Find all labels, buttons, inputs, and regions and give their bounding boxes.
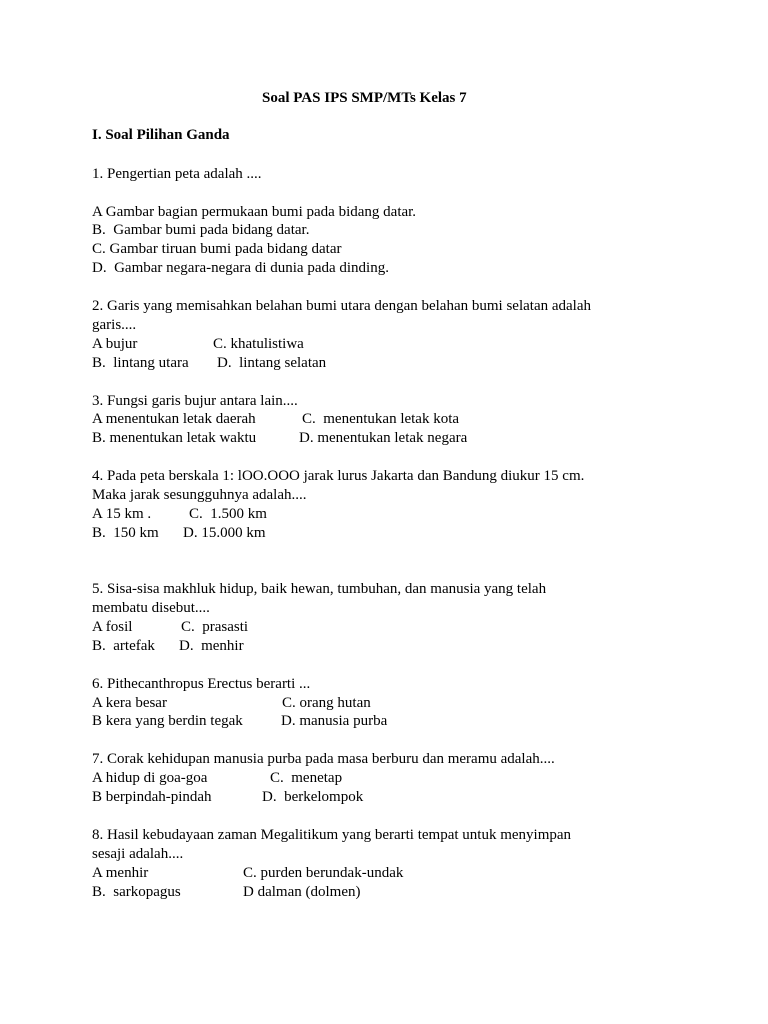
option-a: A hidup di goa-goa (92, 770, 208, 786)
question-stem: 1. Pengertian peta adalah .... (92, 166, 262, 182)
option-a: A 15 km . (92, 506, 152, 522)
question-stem-continued: Maka jarak sesungguhnya adalah.... (92, 487, 307, 503)
option-a: A menentukan letak daerah (92, 411, 256, 427)
option-d: D. lintang selatan (217, 355, 327, 371)
question-stem-continued: membatu disebut.... (92, 600, 210, 616)
option-d: D. menentukan letak negara (299, 430, 468, 446)
question-stem: 3. Fungsi garis bujur antara lain.... (92, 393, 298, 409)
question-stem: 6. Pithecanthropus Erectus berarti ... (92, 676, 311, 692)
option-d: D. berkelompok (262, 789, 364, 805)
question-stem: 4. Pada peta berskala 1: lOO.OOO jarak lurus Jakarta dan Bandung diukur 15 cm. (92, 468, 585, 484)
option-a: A fosil (92, 619, 133, 635)
option-d: D. 15.000 km (183, 525, 266, 541)
option-b: B. sarkopagus (92, 884, 181, 900)
option-a: A menhir (92, 865, 149, 881)
option-a: A bujur (92, 336, 138, 352)
option-a: A Gambar bagian permukaan bumi pada bidang datar. (92, 204, 417, 220)
option-b: B kera yang berdin tegak (92, 713, 243, 729)
option-c: C. menetap (270, 770, 343, 786)
question-stem: 8. Hasil kebudayaan zaman Megalitikum yang berarti tempat untuk menyimpan (92, 827, 572, 843)
option-b: B berpindah-pindah (92, 789, 212, 805)
question-stem: 2. Garis yang memisahkan belahan bumi utara dengan belahan bumi selatan adalah (92, 298, 591, 314)
option-b: B. Gambar bumi pada bidang datar. (92, 222, 310, 238)
option-b: B. 150 km (92, 525, 159, 541)
option-c: C. purden berundak-undak (243, 865, 404, 881)
document-title: Soal PAS IPS SMP/MTs Kelas 7 (262, 90, 467, 106)
option-b: B. artefak (92, 638, 155, 654)
option-c: C. prasasti (181, 619, 249, 635)
option-d: D. menhir (179, 638, 244, 654)
option-a: A kera besar (92, 695, 167, 711)
option-d: D dalman (dolmen) (243, 884, 361, 900)
option-c: C. orang hutan (282, 695, 371, 711)
option-c: C. khatulistiwa (213, 336, 304, 352)
question-stem: 5. Sisa-sisa makhluk hidup, baik hewan, tumbuhan, dan manusia yang telah (92, 581, 547, 597)
question-stem-continued: sesaji adalah.... (92, 846, 184, 862)
option-d: D. Gambar negara-negara di dunia pada dinding. (92, 260, 389, 276)
option-c: C. menentukan letak kota (302, 411, 460, 427)
question-stem: 7. Corak kehidupan manusia purba pada masa berburu dan meramu adalah.... (92, 751, 555, 767)
option-c: C. 1.500 km (189, 506, 267, 522)
option-d: D. manusia purba (281, 713, 388, 729)
option-b: B. menentukan letak waktu (92, 430, 257, 446)
option-b: B. lintang utara (92, 355, 189, 371)
section-heading: I. Soal Pilihan Ganda (92, 127, 230, 143)
option-c: C. Gambar tiruan bumi pada bidang datar (92, 241, 342, 257)
question-stem-continued: garis.... (92, 317, 137, 333)
